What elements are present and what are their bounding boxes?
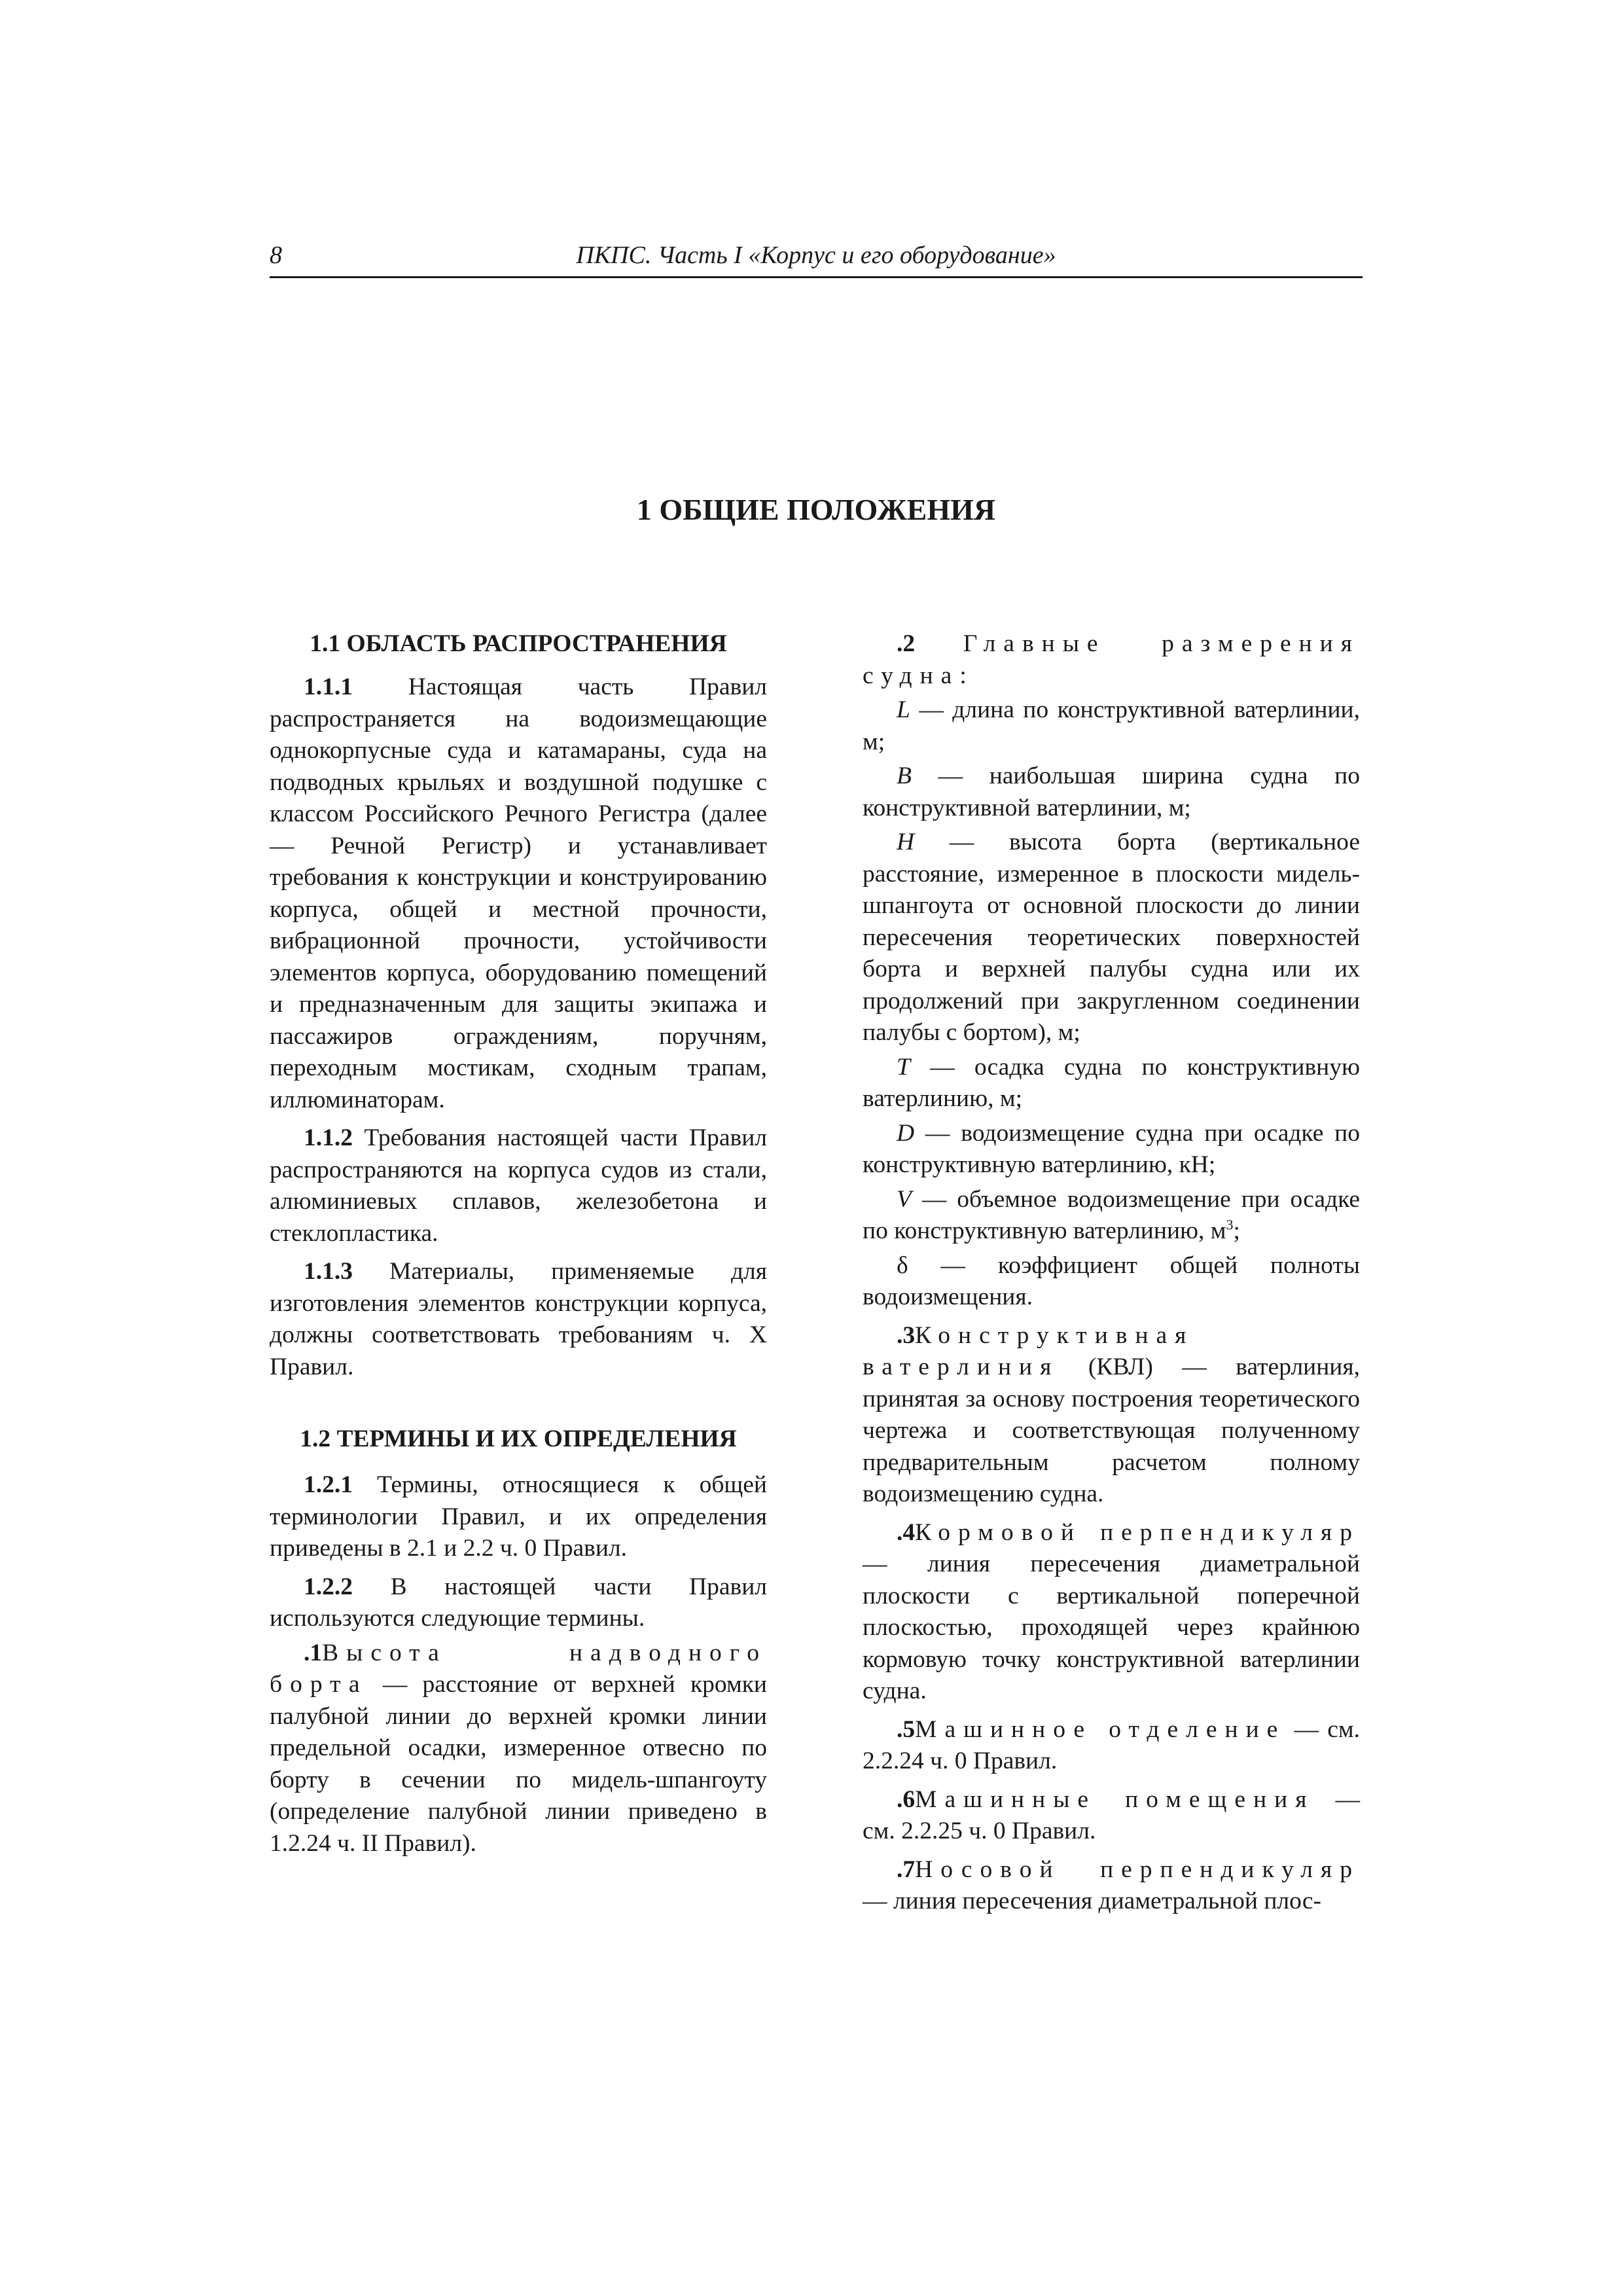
- dimension-symbol: D: [897, 1119, 915, 1147]
- paragraph-1-1-3: [270, 1256, 767, 1383]
- term-name: Главные размерения судна:: [863, 630, 1360, 689]
- dimension-text: — объемное водоизмещение при осадке по конструктивную ватерлинию, м: [863, 1185, 1360, 1244]
- term-name: Машинные помещения: [915, 1785, 1315, 1813]
- term-name: Носовой перпендикуляр: [915, 1856, 1360, 1883]
- term-number: .3: [897, 1321, 916, 1349]
- dimension-l: [863, 694, 1360, 758]
- term-number: .7: [897, 1856, 916, 1883]
- paragraph-text: Термины, относящиеся к общей терминологии Правил, и их определения приведены в 2.1 и 2.2 ч. 0 Правил.: [270, 1471, 767, 1562]
- dimension-text: — коэффициент общей полноты водоизмещения.: [863, 1251, 1360, 1310]
- paragraph-number: 1.1.3: [304, 1258, 353, 1285]
- paragraph-1-1-1: [270, 672, 767, 1116]
- paragraph-text: Требования настоящей части Правил распространяются на корпуса судов из стали, алюминиевых сплавов, железобетона и стеклопластика.: [270, 1124, 767, 1247]
- paragraph-number: 1.2.2: [304, 1573, 353, 1600]
- term-definition: — линия пересечения диаметральной плоскости с вертикальной поперечной плоскостью, проходящей через крайнюю кормовую точку конструктивной ватерлинии судна.: [863, 1551, 1360, 1704]
- term-7: [863, 1854, 1360, 1918]
- left-column: [270, 628, 767, 1866]
- dimension-text: — высота борта (вертикальное расстояние, измеренное в плоскости мидель-шпангоута от основной плоскости до линии пересечения теоретических поверхностей борта и верхней палубы судна или их продолжений при закругленном соединении палубы с бортом), м;: [863, 829, 1360, 1046]
- term-definition: (КВЛ) — ватерлиния, принятая за основу построения теоретического чертежа и соответствующая полученному предварительным расчетом полному водоизмещению судна.: [863, 1354, 1360, 1507]
- paragraph-text: В настоящей части Правил используются следующие термины.: [270, 1573, 767, 1632]
- paragraph-1-2-1: [270, 1469, 767, 1565]
- dimension-text: — длина по конструктивной ватерлинии, м;: [863, 696, 1360, 755]
- paragraph-1-1-2: [270, 1122, 767, 1249]
- term-number: .4: [897, 1518, 916, 1546]
- term-definition: — см. 2.2.25 ч. 0 Правил.: [863, 1785, 1361, 1844]
- term-2: [863, 628, 1360, 692]
- paragraph-1-2-2: [270, 1571, 767, 1635]
- term-name: Конструктивная ватерлиния: [863, 1321, 1194, 1380]
- term-definition: — см. 2.2.24 ч. 0 Правил.: [863, 1715, 1361, 1774]
- superscript: 3: [1226, 1216, 1234, 1233]
- dimension-symbol: δ: [897, 1251, 908, 1279]
- chapter-title: 1 ОБЩИЕ ПОЛОЖЕНИЯ: [636, 493, 996, 526]
- dimension-delta: [863, 1250, 1360, 1314]
- dimension-v: [863, 1184, 1360, 1247]
- paragraph-text: Настоящая часть Правил распространяется на водоизмещающие однокорпусные суда и катамараны, суда на подводных крыльях и воздушной подушке с классом Российского Речного Регистра (далее — Речной Регистр) и устанавливает требования к конструкции и конструированию корпуса, общей и местной прочности, вибрационной прочности, устойчивости элементов корпуса, оборудованию помещений и предназначенным для защиты экипажа и пассажиров ограждениям, поручням, переходным мостикам, сходным трапам, иллюминаторам.: [270, 673, 767, 1113]
- term-name: Высота надводного борта: [270, 1639, 767, 1698]
- dimension-h: [863, 827, 1360, 1049]
- term-number: .6: [897, 1785, 916, 1813]
- dimension-text-end: ;: [1233, 1217, 1240, 1244]
- dimension-b: [863, 761, 1360, 824]
- dimension-text: — водоизмещение судна при осадке по конструктивную ватерлинию, кН;: [863, 1119, 1360, 1178]
- paragraph-number: 1.1.2: [304, 1124, 353, 1151]
- term-definition: — расстояние от верхней кромки палубной линии до верхней кромки линии предельной осадки, измеренное отвесно по борту в сечении по мидель-шпангоуту (определение палубной линии приведено в 1.2.24 ч. II Правил).: [270, 1671, 767, 1857]
- dimension-symbol: T: [897, 1053, 910, 1081]
- term-6: [863, 1784, 1360, 1848]
- term-definition: — линия пересечения диаметральной плос-: [863, 1888, 1321, 1914]
- dimension-symbol: V: [897, 1185, 912, 1213]
- dimension-text: — наибольшая ширина судна по конструктивной ватерлинии, м;: [863, 762, 1360, 821]
- dimension-t: [863, 1052, 1360, 1115]
- section-heading-1-2: 1.2 ТЕРМИНЫ И ИХ ОПРЕДЕЛЕНИЯ: [300, 1426, 737, 1452]
- dimension-symbol: L: [897, 696, 910, 723]
- term-name: Машинное отделение: [915, 1715, 1286, 1743]
- term-name: Кормовой перпендикуляр: [915, 1518, 1360, 1546]
- term-number: .5: [897, 1715, 916, 1743]
- paragraph-text: Материалы, применяемые для изготовления элементов конструкции корпуса, должны соответствовать требованиям ч. X Правил.: [270, 1258, 767, 1380]
- term-3: [863, 1320, 1360, 1511]
- running-header: [270, 237, 1363, 278]
- term-5: [863, 1714, 1360, 1778]
- dimension-symbol: H: [897, 829, 915, 855]
- page-number: 8: [270, 242, 282, 269]
- dimension-d: [863, 1118, 1360, 1181]
- paragraph-number: 1.1.1: [304, 673, 353, 700]
- running-title: ПКПС. Часть I «Корпус и его оборудование»: [576, 242, 1056, 269]
- term-1: [270, 1638, 767, 1860]
- section-heading-1-1: 1.1 ОБЛАСТЬ РАСПРОСТРАНЕНИЯ: [310, 630, 727, 657]
- term-number: .1: [304, 1639, 323, 1666]
- dimension-text: — осадка судна по конструктивную ватерлинию, м;: [863, 1053, 1360, 1112]
- term-4: [863, 1517, 1360, 1708]
- right-column: [863, 628, 1360, 1924]
- dimension-symbol: B: [897, 762, 912, 789]
- paragraph-number: 1.2.1: [304, 1471, 353, 1498]
- term-number: .2: [897, 630, 916, 657]
